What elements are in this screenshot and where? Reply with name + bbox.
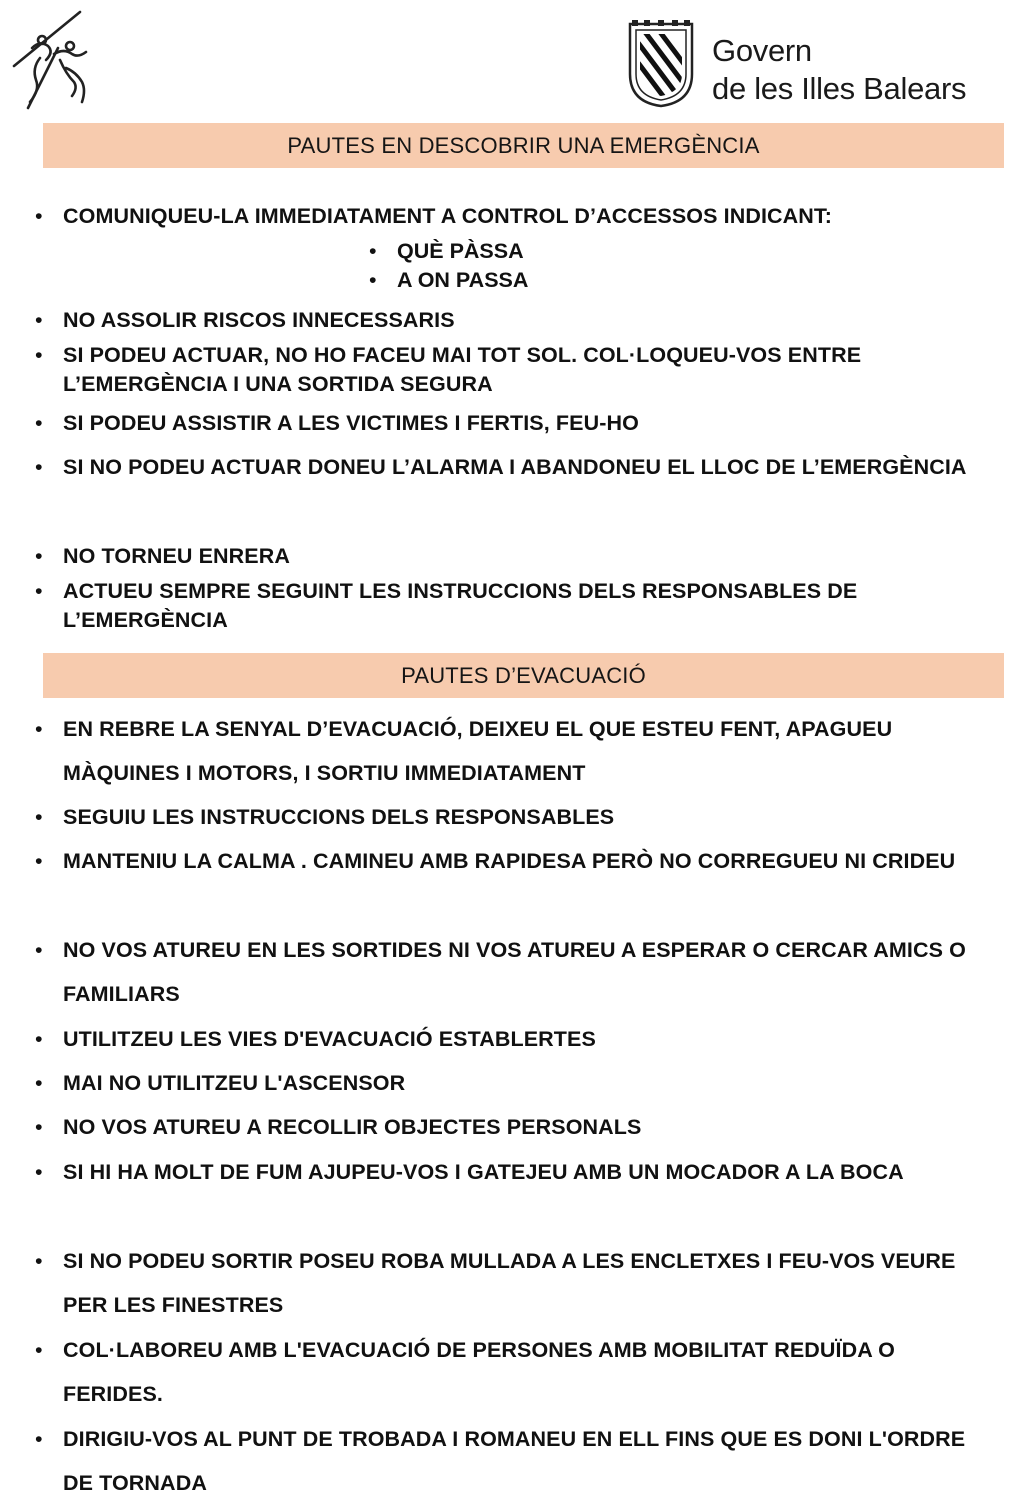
list-item: • SI PODEU ACTUAR, NO HO FACEU MAI TOT SOL. COL·LOQUEU-VOS ENTRE L’EMERGÈNCIA I UNA SORTIDA SEGURA [63, 341, 988, 399]
list-item: • MANTENIU LA CALMA . CAMINEU AMB RAPIDESA PERÒ NO CORREGUEU NI CRIDEU [63, 839, 988, 883]
list-item: • SI NO PODEU SORTIR POSEU ROBA MULLADA A LES ENCLETXES I FEU-VOS VEURE PER LES FINESTRES [63, 1239, 988, 1327]
list-item: • SI HI HA MOLT DE FUM AJUPEU-VOS I GATEJEU AMB UN MOCADOR A LA BOCA [63, 1150, 988, 1194]
government-logo [624, 20, 1004, 110]
government-name-line2: de les Illes Balears [712, 71, 967, 106]
list-item: • COMUNIQUEU-LA IMMEDIATAMENT A CONTROL D’ACCESSOS INDICANT: [63, 202, 988, 231]
list-item: • NO VOS ATUREU EN LES SORTIDES NI VOS ATUREU A ESPERAR O CERCAR AMICS O FAMILIARS [63, 928, 988, 1016]
list-item: • UTILITZEU LES VIES D'EVACUACIÓ ESTABLERTES [63, 1017, 988, 1061]
government-name-line1: Govern [712, 33, 812, 68]
list-item: • SEGUIU LES INSTRUCCIONS DELS RESPONSABLES [63, 795, 988, 839]
list-item: • NO VOS ATUREU A RECOLLIR OBJECTES PERSONALS [63, 1105, 988, 1149]
list-item: • DIRIGIU-VOS AL PUNT DE TROBADA I ROMANEU EN ELL FINS QUE ES DONI L'ORDRE DE TORNADA [63, 1417, 988, 1505]
list-item: • SI PODEU ASSISTIR A LES VICTIMES I FERTIS, FEU-HO [63, 409, 988, 438]
section-title-evacuation: PAUTES D’EVACUACIÓ [43, 653, 1004, 698]
list-item: • NO TORNEU ENRERA [63, 542, 988, 571]
list-item: • SI NO PODEU ACTUAR DONEU L’ALARMA I ABANDONEU EL LLOC DE L’EMERGÈNCIA [63, 445, 988, 489]
list-item: • EN REBRE LA SENYAL D’EVACUACIÓ, DEIXEU EL QUE ESTEU FENT, APAGUEU MÀQUINES I MOTORS, I SORTIU IMMEDIATAMENT [63, 707, 988, 795]
government-name [712, 32, 966, 108]
list-item: • MAI NO UTILITZEU L'ASCENSOR [63, 1061, 988, 1105]
sub-list-item: • A ON PASSA [397, 266, 528, 295]
list-item: • COL·LABOREU AMB L'EVACUACIÓ DE PERSONES AMB MOBILITAT REDUÏDA O FERIDES. [63, 1328, 988, 1416]
section-title-emergency: PAUTES EN DESCOBRIR UNA EMERGÈNCIA [43, 123, 1004, 168]
coat-of-arms-icon [624, 20, 698, 108]
dancers-logo-icon [10, 8, 96, 112]
list-item: • NO ASSOLIR RISCOS INNECESSARIS [63, 306, 988, 335]
list-item: • ACTUEU SEMPRE SEGUINT LES INSTRUCCIONS DELS RESPONSABLES DE L’EMERGÈNCIA [63, 577, 988, 635]
sub-list-item: • QUÈ PÀSSA [397, 237, 524, 266]
